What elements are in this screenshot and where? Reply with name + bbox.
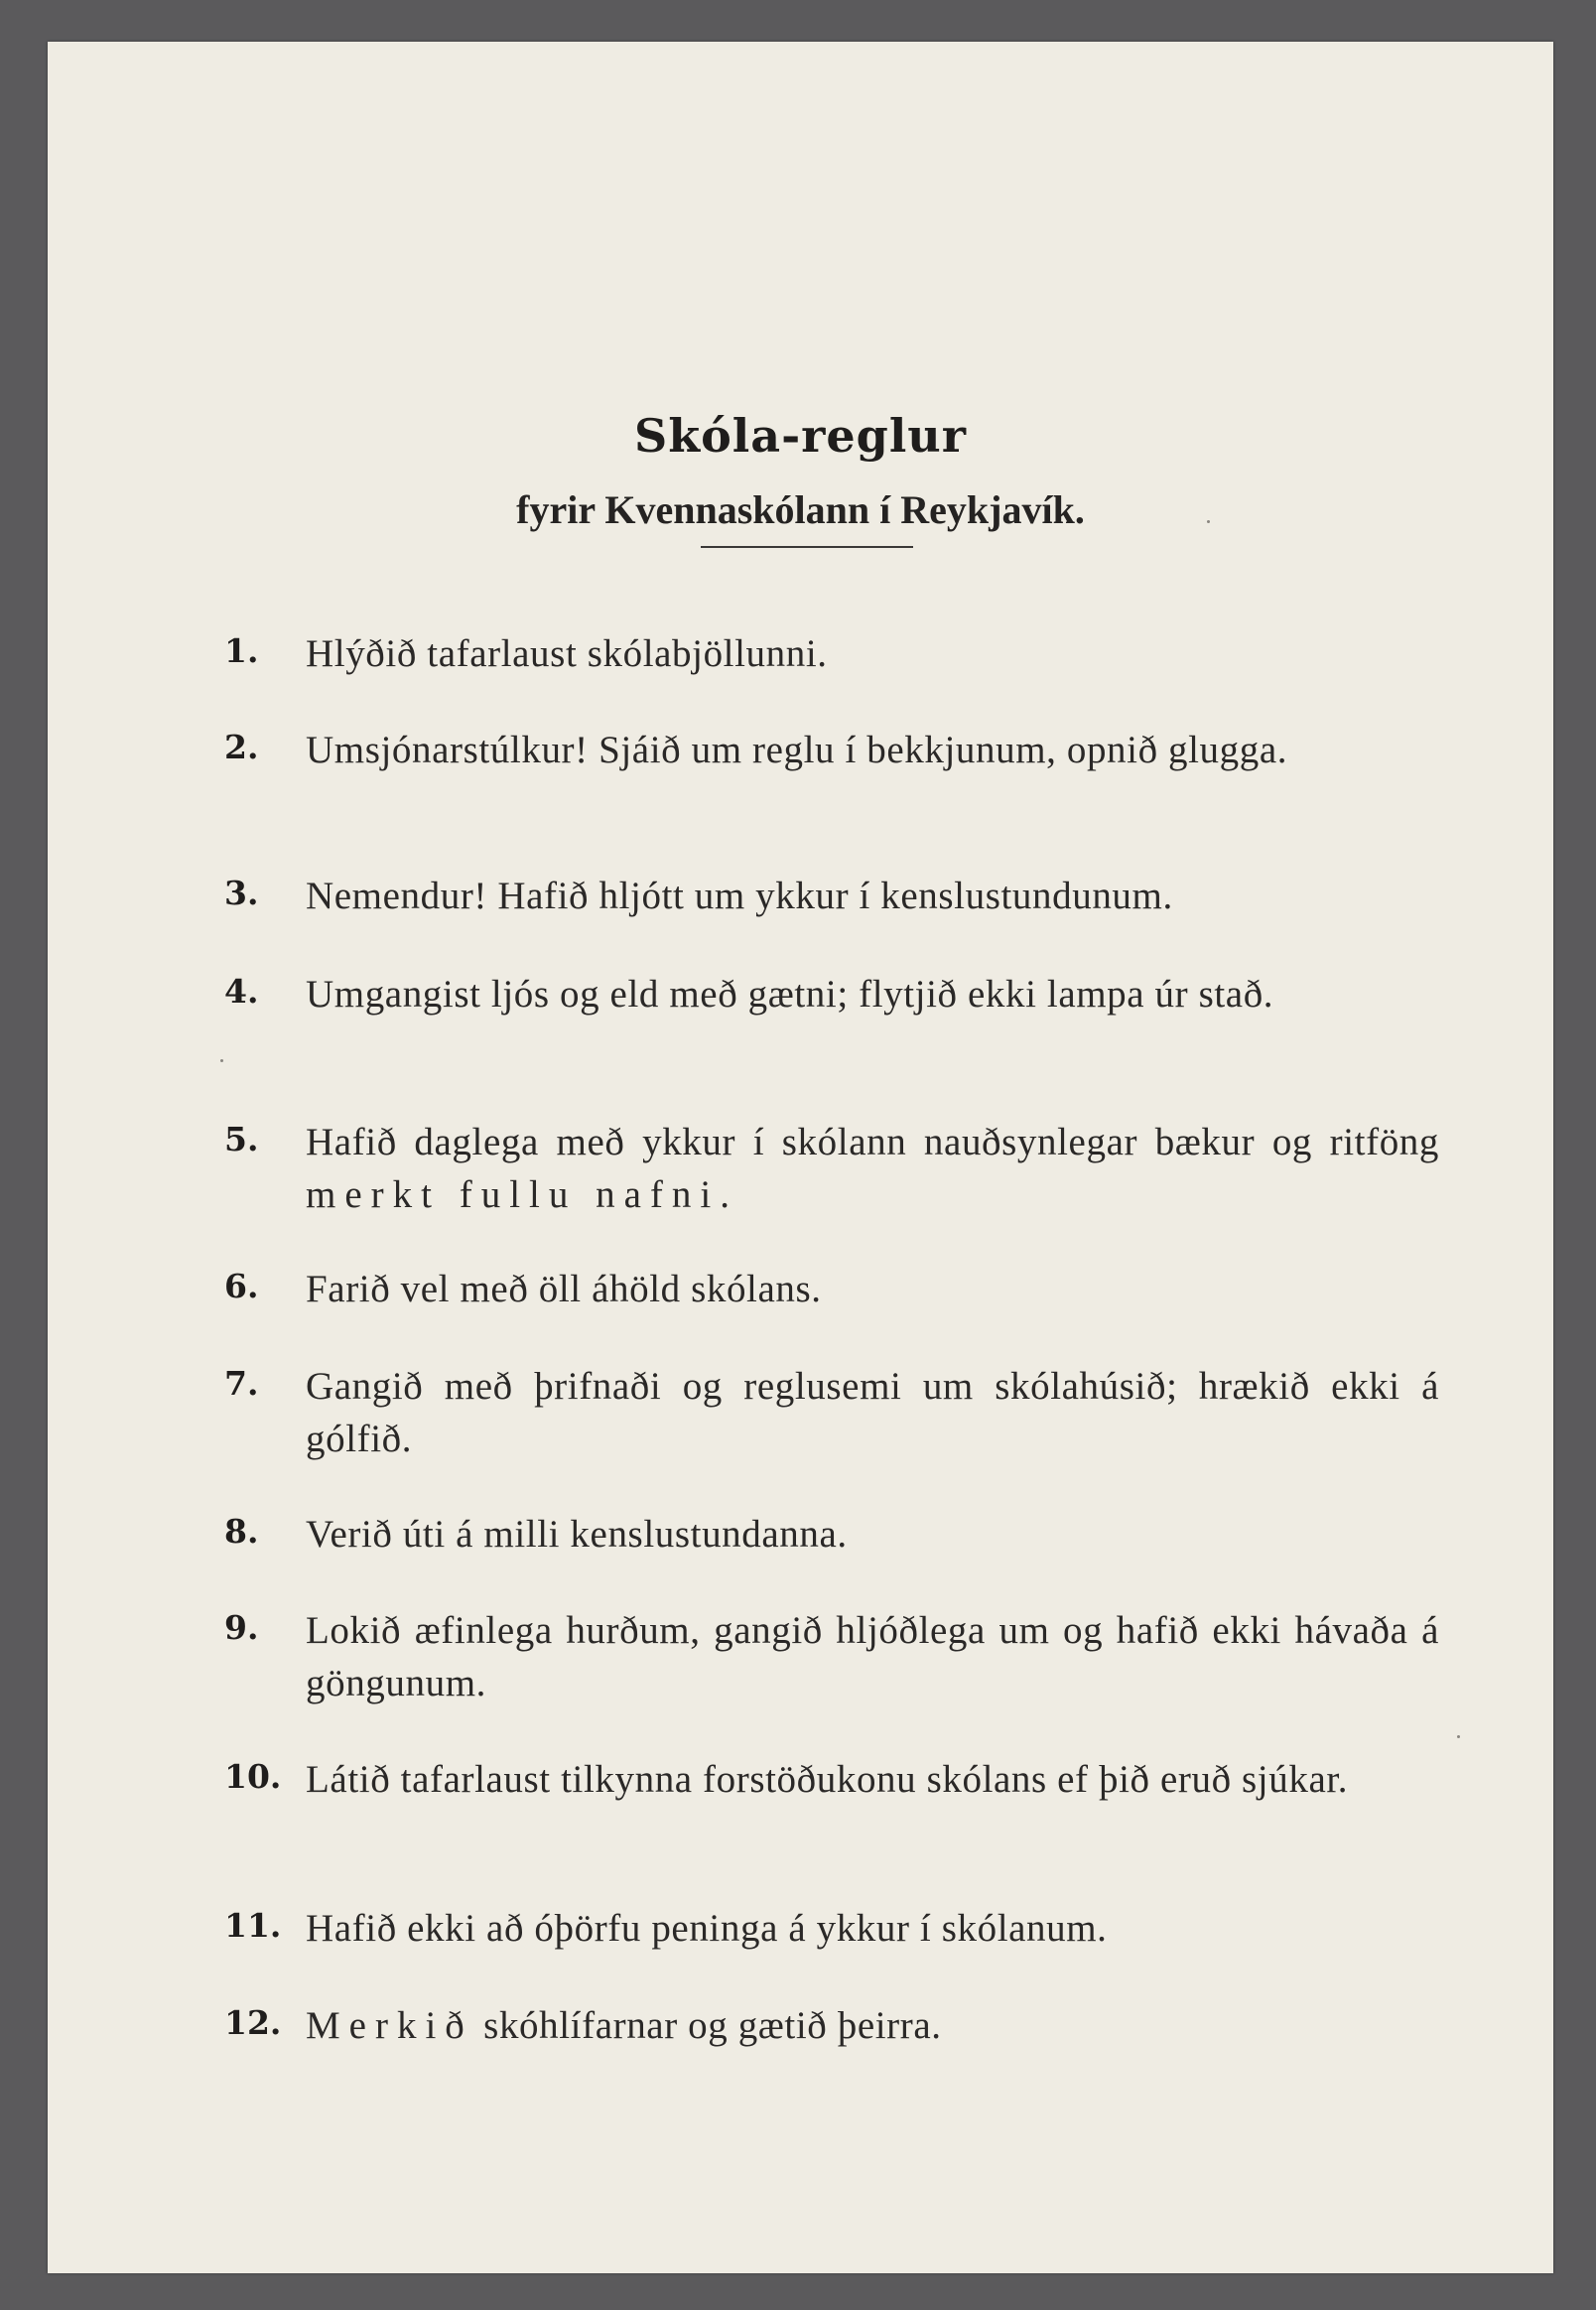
rule-item [224,1999,1439,2052]
rule-item [224,1263,1439,1315]
paper-speck [220,1059,223,1062]
paper-speck [1207,520,1210,523]
rule-text: Látið tafarlaust tilkynna forstöðukonu skólans ef þið eruð sjúkar. [306,1758,1349,1801]
rule-number: 9. [224,1608,259,1647]
rule-text: Umsjónarstúlkur! Sjáið um reglu í bekkjunum, opnið glugga. [306,729,1288,771]
rule-text: Nemendur! Hafið hljótt um ykkur í kenslustundunum. [306,875,1173,917]
rule-item [224,627,1439,680]
rule-number: 2. [224,728,259,766]
rule-number: 7. [224,1364,259,1403]
rule-item [224,1116,1439,1221]
rule-number: 10. [224,1757,282,1796]
rule-text-main: skóhlífarnar og gætið þeirra. [483,2004,942,2047]
rule-text: Farið vel með öll áhöld skólans. [306,1268,822,1310]
rule-item [224,1360,1439,1465]
rule-text-spaced: Merkið [306,2004,473,2047]
rule-number: 1. [224,631,259,670]
rule-item [224,968,1439,1020]
rule-item [224,1508,1439,1561]
rule-text: Umgangist ljós og eld með gætni; flytjið ekki lampa úr stað. [306,973,1274,1016]
rule-item [224,870,1439,922]
rule-number: 5. [224,1120,259,1158]
rule-number: 12. [224,2003,282,2042]
document-page [48,42,1553,2273]
document-title: Skóla-reglur [634,409,967,463]
document-subtitle: fyrir Kvennaskólann í Reykjavík. [516,487,1085,532]
rule-text: Gangið með þrifnaði og reglusemi um skólahúsið; hrækið ekki á gólfið. [306,1365,1439,1460]
rule-item [224,1604,1439,1709]
rule-number: 11. [224,1906,282,1945]
rule-number: 8. [224,1512,259,1551]
rule-number: 3. [224,874,259,912]
rule-text: Hafið ekki að óþörfu peninga á ykkur í skólanum. [306,1907,1108,1950]
rule-item [224,724,1439,776]
rule-item [224,1753,1439,1806]
rule-text [306,1999,1439,2052]
rule-number: 4. [224,972,259,1011]
rule-text: Lokið æfinlega hurðum, gangið hljóðlega um og hafið ekki hávaða á göngunum. [306,1609,1439,1704]
rule-text: Verið úti á milli kenslustundanna. [306,1513,848,1556]
title-divider [701,546,913,548]
rule-text-spaced: merkt fullu nafni. [306,1173,739,1216]
rule-item [224,1902,1439,1955]
rule-text-main: Hafið daglega með ykkur í skólann nauðsynlegar bækur og ritföng [306,1121,1439,1163]
rule-number: 6. [224,1267,259,1305]
paper-speck [1457,1735,1460,1738]
rule-text: Hlýðið tafarlaust skólabjöllunni. [306,632,828,675]
rule-text [306,1116,1439,1221]
